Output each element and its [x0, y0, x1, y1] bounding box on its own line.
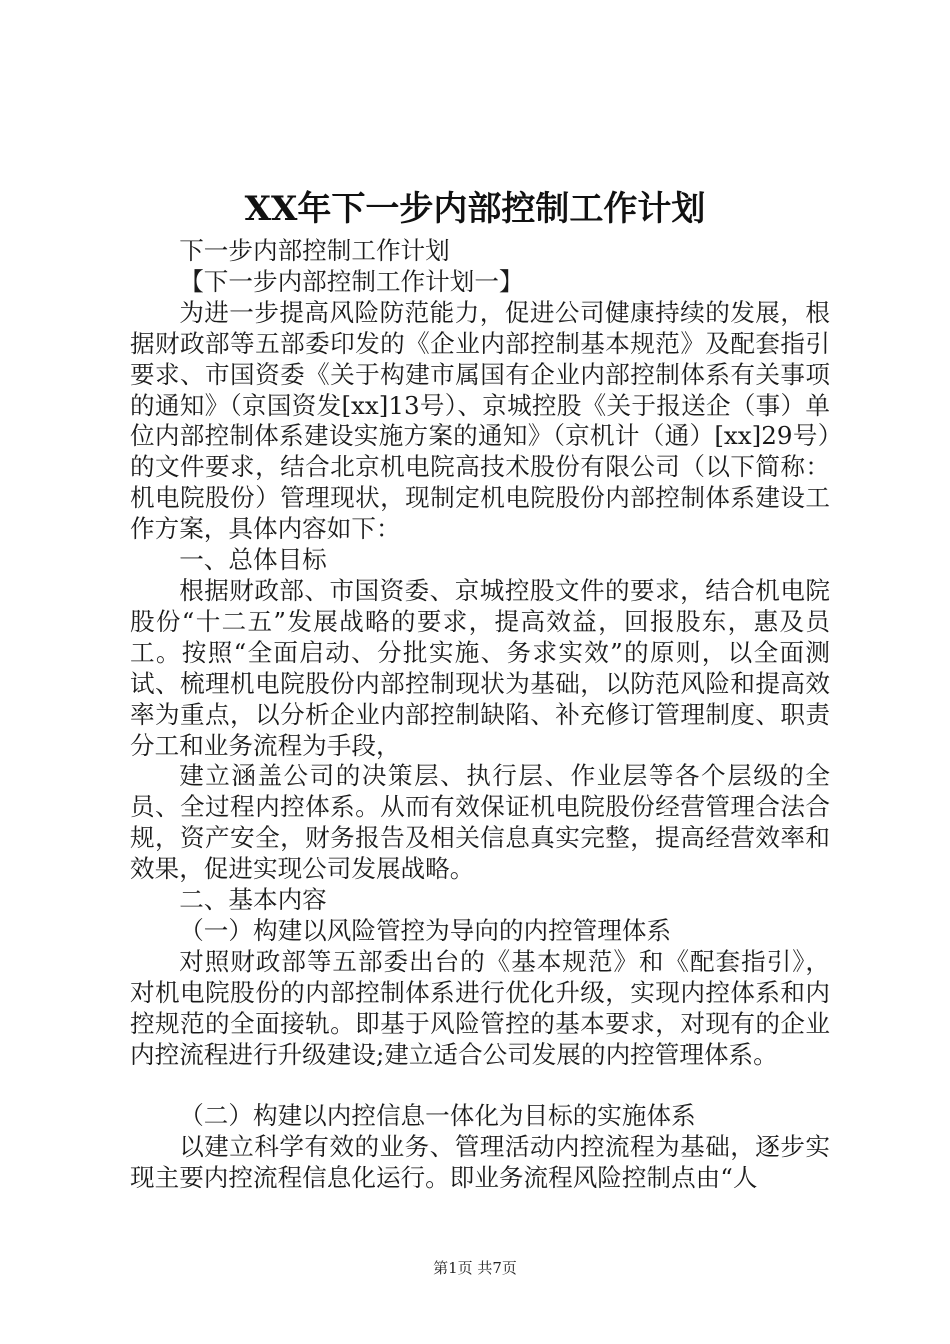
paragraph-item-one: 对照财政部等五部委出台的《基本规范》和《配套指引》，对机电院股份的内部控制体系进行优化升级，实现内控体系和内控规范的全面接轨。即基于风险管控的基本要求，对现有的企业内控流程进行升级建设;建立适合公司发展的内控管理体系。 — [130, 946, 830, 1069]
paragraph-gap — [130, 1070, 830, 1101]
heading-item-two: （二）构建以内控信息一体化为目标的实施体系 — [179, 1101, 696, 1131]
paragraph-section-heading: 【下一步内部控制工作计划一】 — [179, 266, 524, 296]
paragraph-intro: 为进一步提高风险防范能力，促进公司健康持续的发展，根据财政部等五部委印发的《企业内部控制基本规范》及配套指引要求、市国资委《关于构建市属国有企业内部控制体系有关事项的通知》（京国资发[xx]13号）、京城控股《关于报送企（事）单位内部控制体系建设实施方案的通知》（京机计（通）[xx]29号）的文件要求，结合北京机电院高技术股份有限公司（以下简称：机电院股份）管理现状，现制定机电院股份内部控制体系建设工作方案，具体内容如下： — [130, 297, 830, 544]
paragraph-item-two: 以建立科学有效的业务、管理活动内控流程为基础，逐步实现主要内控流程信息化运行。即业务流程风险控制点由“人 — [130, 1132, 830, 1193]
document-title: XX年下一步内部控制工作计划 — [244, 189, 706, 229]
paragraph-overall-goal-cont: 建立涵盖公司的决策层、执行层、作业层等各个层级的全员、全过程内控体系。从而有效保证机电院股份经营管理合法合规，资产安全，财务报告及相关信息真实完整，提高经营效率和效果，促进实现公司发展战略。 — [130, 761, 830, 884]
heading-basic-content: 二、基本内容 — [179, 885, 327, 915]
heading-overall-goal: 一、总体目标 — [179, 545, 327, 575]
page-footer: 第1页 共7页 — [433, 1259, 517, 1277]
paragraph-overall-goal: 根据财政部、市国资委、京城控股文件的要求，结合机电院股份“十二五”发展战略的要求，提高效益，回报股东，惠及员工。按照“全面启动、分批实施、务求实效”的原则，以全面测试、梳理机电院股份内部控制现状为基础，以防范风险和提高效率为重点，以分析企业内部控制缺陷、补充修订管理制度、职责分工和业务流程为手段， — [130, 575, 830, 760]
paragraph-subtitle: 下一步内部控制工作计划 — [179, 236, 450, 265]
heading-item-one: （一）构建以风险管控为导向的内控管理体系 — [179, 915, 672, 945]
document-body — [130, 236, 830, 1194]
